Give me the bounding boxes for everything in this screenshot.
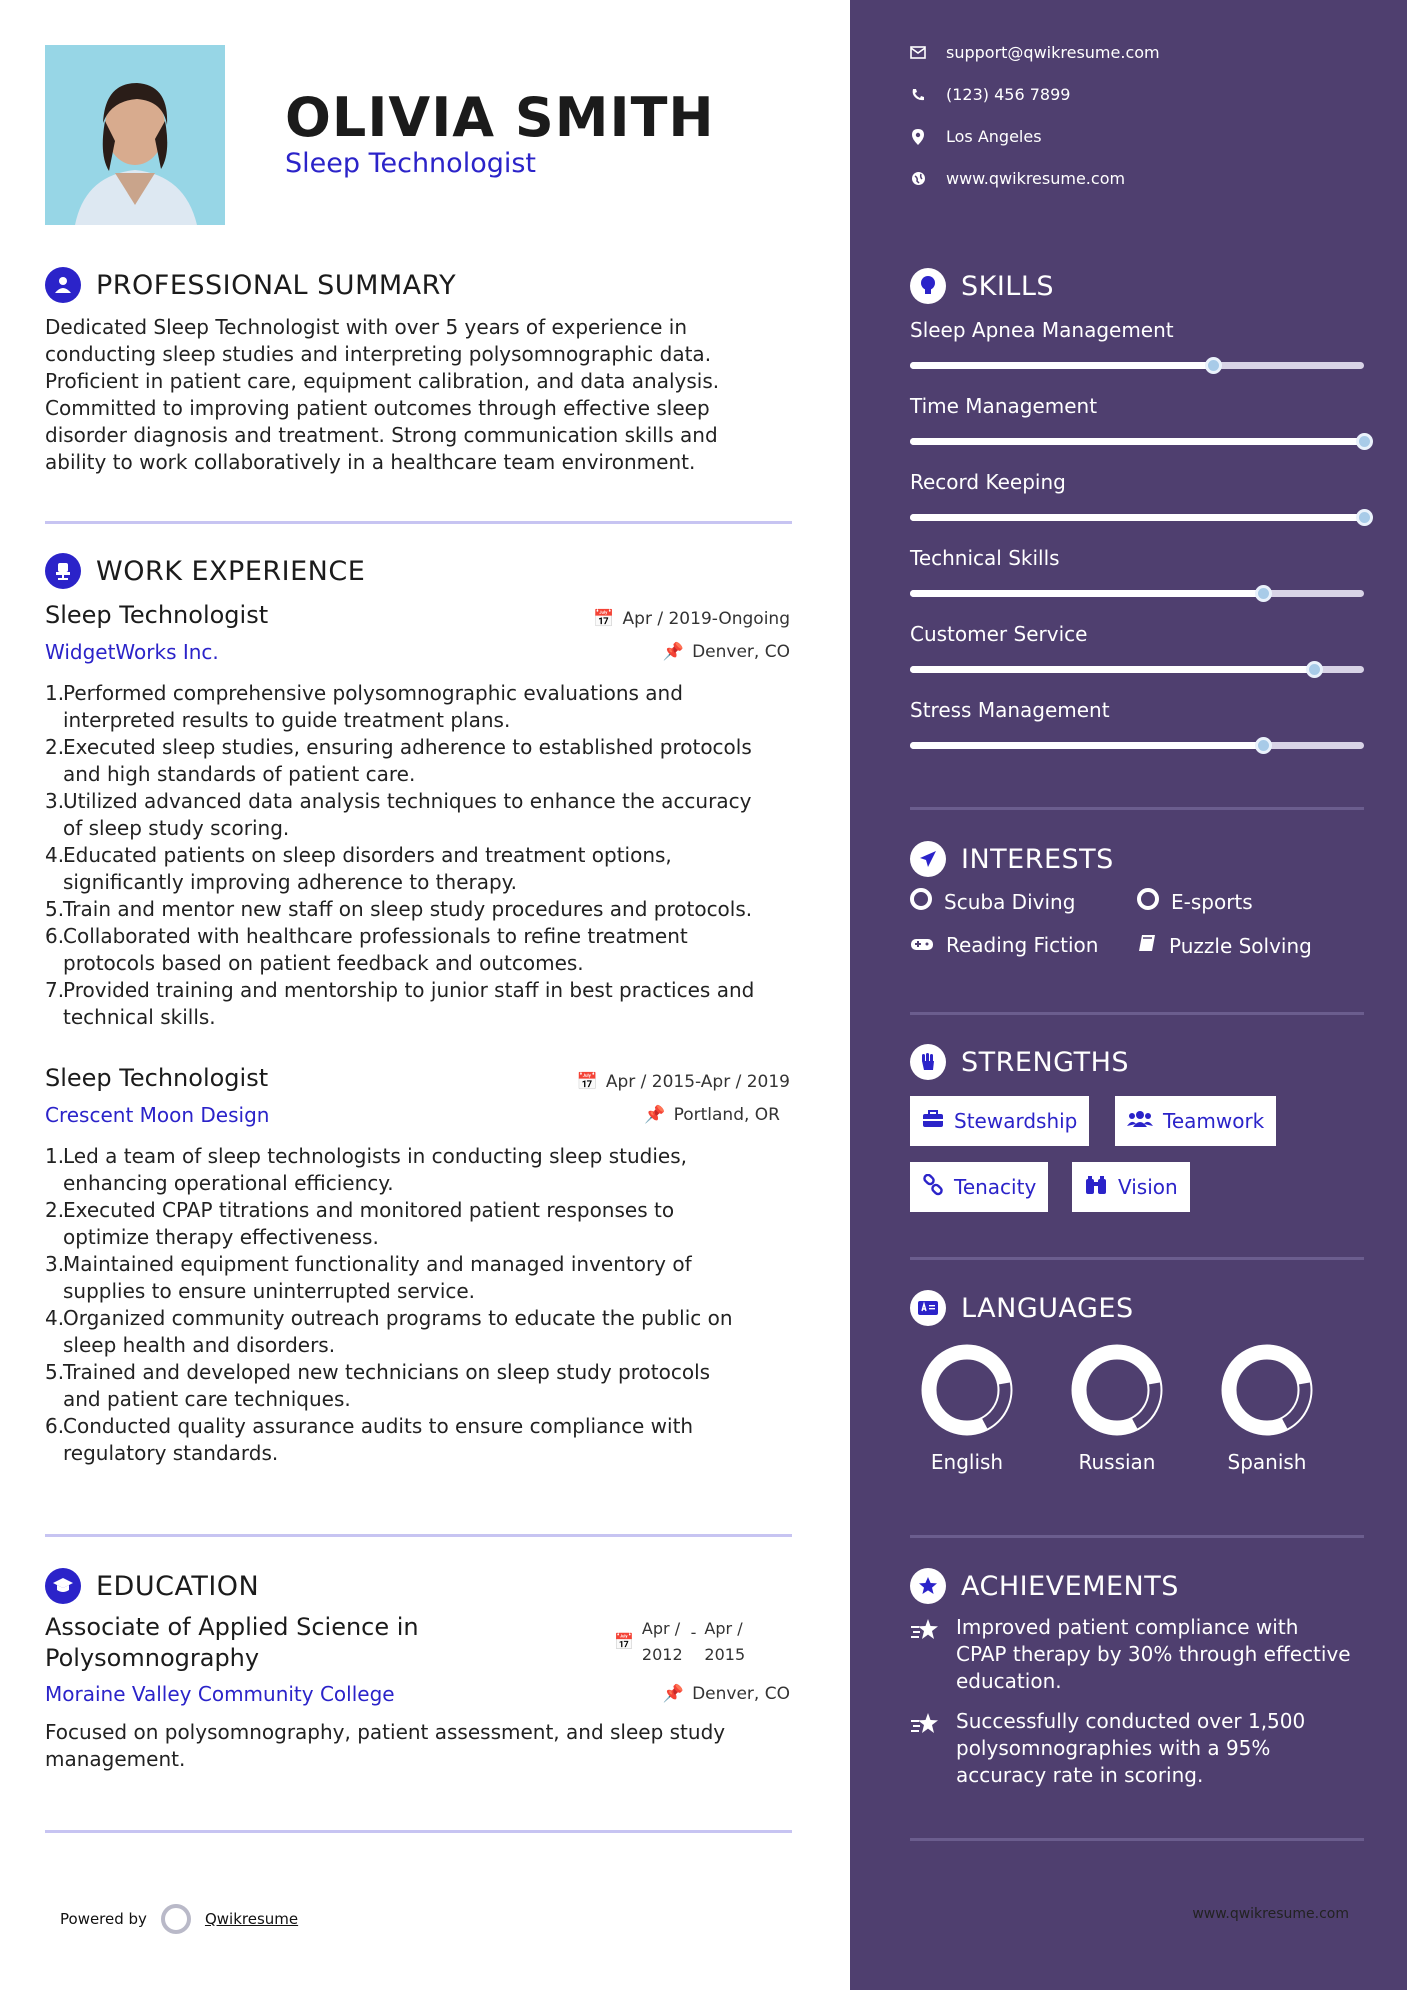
list-item: 2. Executed CPAP titrations and monitored patient responses to optimize therapy effectiveness. [45,1198,675,1249]
star-badge-icon [910,1568,946,1604]
list-item: 4. Organized community outreach programs to educate the public on sleep health and disorders. [45,1306,733,1357]
section-divider [45,1830,792,1833]
skill-label: Technical Skills [910,546,1060,570]
language-name: English [930,1450,1004,1474]
star-icon [910,1614,942,1695]
language-item [1057,1340,1177,1474]
language-name: Russian [1078,1450,1156,1474]
job-location [663,642,790,662]
list-item: 6. Collaborated with healthcare professionals to refine treatment protocols based on patient feedback and outcomes. [45,924,688,975]
job-bullets [45,1143,805,1467]
life-ring-icon [910,888,932,915]
skill-level-bar [910,742,1364,749]
education-dates: 📅 Apr / 2012 - Apr / 2015 [614,1616,745,1668]
skill-level-handle [1255,737,1272,754]
language-proficiency-ring [1217,1340,1317,1440]
list-item: 1. Led a team of sleep technologists in conducting sleep studies, enhancing operational efficiency. [45,1144,687,1195]
experience-title: WORK EXPERIENCE [96,555,366,587]
skill-level-handle [1205,357,1222,374]
pin-icon: 📌 [662,1684,685,1704]
company-name: Crescent Moon Design [45,1103,270,1127]
contact-phone[interactable]: (123) 456 7899 [910,85,1070,104]
skill-level-handle [1356,433,1373,450]
skill-level-bar [910,514,1364,521]
language-name: Spanish [1227,1450,1307,1474]
job-dates-text: Apr / 2019-Ongoing [622,609,790,629]
paper-plane-icon [910,841,946,877]
strength-badge: Vision [1072,1162,1190,1212]
section-divider [910,807,1364,810]
pin-icon: 📌 [644,1105,666,1125]
summary-line: conducting sleep studies and interpreting polysomnographic data. [45,342,712,366]
skill-label: Time Management [910,394,1098,418]
footer-site[interactable]: www.qwikresume.com [1192,1906,1349,1922]
candidate-name: OLIVIA SMITH [285,86,715,149]
language-icon [910,1290,946,1326]
calendar-icon: 📅 [593,609,615,629]
map-marker-icon [910,129,926,145]
degree-title: Associate of Applied Science in Polysomnography [45,1613,419,1672]
skill-level-fill [910,590,1263,597]
company-name: WidgetWorks Inc. [45,640,219,664]
list-item: 7. Provided training and mentorship to junior staff in best practices and technical skills. [45,978,755,1029]
strength-badge: Tenacity [910,1162,1048,1212]
qwikresume-logo-icon [161,1904,191,1934]
job-dates [577,1072,790,1092]
skill-level-handle [1306,661,1323,678]
briefcase-icon [922,1109,944,1133]
section-divider [910,1535,1364,1538]
list-item: 2. Executed sleep studies, ensuring adherence to established protocols and high standards of patient care. [45,735,752,786]
list-item: 3. Utilized advanced data analysis techniques to enhance the accuracy of sleep study scoring. [45,789,752,840]
strengths-heading [910,1044,1129,1080]
skills-title: SKILLS [961,270,1055,302]
skill-label: Stress Management [910,698,1110,722]
summary-line: Committed to improving patient outcomes through effective sleep [45,396,710,420]
link-icon [922,1174,944,1201]
section-divider [45,1534,792,1537]
language-item [907,1340,1027,1474]
interests-heading [910,841,1114,877]
achievements-title: ACHIEVEMENTS [961,1570,1179,1602]
gamepad-icon [910,933,934,957]
section-divider [910,1257,1364,1260]
interests-title: INTERESTS [961,843,1114,875]
achievement-item: Successfully conducted over 1,500 polysomnographies with a 95% accuracy rate in scoring. [910,1708,1370,1789]
job-bullets [45,680,805,1031]
powered-by-label: Powered by [60,1910,147,1928]
achievements-heading [910,1568,1179,1604]
calendar-icon: 📅 [576,1072,598,1092]
skill-level-fill [910,742,1263,749]
users-icon [1127,1109,1153,1133]
brand-link[interactable]: Qwikresume [204,1910,299,1928]
language-proficiency-ring [1067,1340,1167,1440]
job-title: Sleep Technologist [45,1064,269,1092]
summary-line: ability to work collaboratively in a healthcare team environment. [45,450,696,474]
sidebar [850,0,1407,1990]
skill-label: Customer Service [910,622,1088,646]
fist-icon [910,1044,946,1080]
experience-heading [45,553,365,589]
list-item: 6. Conducted quality assurance audits to ensure compliance with regulatory standards. [45,1414,694,1465]
contact-location: Los Angeles [910,127,1042,146]
list-item: 5. Trained and developed new technicians on sleep study protocols and patient care techniques. [45,1360,711,1411]
skill-level-fill [910,362,1213,369]
section-divider [45,521,792,524]
languages-title: LANGUAGES [961,1292,1134,1324]
life-ring-icon [1137,888,1159,915]
job-dates [593,609,790,629]
summary-line: Dedicated Sleep Technologist with over 5 years of experience in [45,315,687,339]
skill-level-fill [910,514,1364,521]
interest-item: E-sports [1137,888,1253,915]
summary-text [45,314,805,476]
binoculars-icon [1084,1175,1108,1200]
powered-by [60,1904,298,1934]
education-location: 📌 Denver, CO [662,1684,790,1704]
summary-line: disorder diagnosis and treatment. Strong communication skills and [45,423,718,447]
lightbulb-icon [910,268,946,304]
skill-label: Record Keeping [910,470,1066,494]
strengths-title: STRENGTHS [961,1046,1130,1078]
contact-website[interactable]: www.qwikresume.com [910,169,1125,188]
list-item: 5. Train and mentor new staff on sleep study procedures and protocols. [45,897,753,921]
envelope-icon [910,45,926,61]
chair-icon [45,553,81,589]
calendar-icon: 📅 [614,1632,634,1651]
strength-badge: Stewardship [910,1096,1089,1146]
pin-icon: 📌 [662,642,685,662]
candidate-title: Sleep Technologist [285,148,537,179]
summary-heading [45,267,456,303]
languages-heading [910,1290,1134,1326]
list-item: 3. Maintained equipment functionality and managed inventory of supplies to ensure uninterrupted service. [45,1252,692,1303]
list-item: 4. Educated patients on sleep disorders and treatment options, significantly improving adherence to therapy. [45,843,672,894]
job-location-text: Portland, OR [673,1105,780,1125]
education-heading [45,1568,259,1604]
job-location-text: Denver, CO [692,642,790,662]
strength-badge: Teamwork [1115,1096,1276,1146]
skill-level-handle [1356,509,1373,526]
skill-level-bar [910,362,1364,369]
education-title: EDUCATION [96,1570,260,1602]
star-icon [910,1708,942,1789]
interest-item: Scuba Diving [910,888,1075,915]
achievement-item: Improved patient compliance with CPAP therapy by 30% through effective education. [910,1614,1370,1695]
education-description: Focused on polysomnography, patient assessment, and sleep study management. [45,1720,726,1771]
user-icon [45,267,81,303]
language-item [1207,1340,1327,1474]
interest-item: Puzzle Solving [1137,933,1312,958]
profile-photo [45,45,225,225]
contact-email[interactable]: support@qwikresume.com [910,43,1160,62]
skill-label: Sleep Apnea Management [910,318,1174,342]
skill-level-handle [1255,585,1272,602]
school-name: Moraine Valley Community College [45,1682,395,1706]
summary-line: Proficient in patient care, equipment calibration, and data analysis. [45,369,720,393]
book-icon [1137,933,1157,958]
job-dates-text: Apr / 2015-Apr / 2019 [605,1072,790,1092]
section-divider [910,1012,1364,1015]
skill-level-bar [910,666,1364,673]
graduation-cap-icon [45,1568,81,1604]
skill-level-bar [910,590,1364,597]
language-proficiency-ring [917,1340,1017,1440]
job-title: Sleep Technologist [45,601,269,629]
globe-icon [910,171,926,187]
summary-title: PROFESSIONAL SUMMARY [96,269,457,301]
section-divider [910,1838,1364,1841]
job-location [644,1105,780,1125]
skill-level-fill [910,666,1314,673]
phone-icon [910,87,926,103]
interest-item: Reading Fiction [910,933,1098,957]
skill-level-fill [910,438,1364,445]
list-item: 1. Performed comprehensive polysomnographic evaluations and interpreted results to guide treatment plans. [45,681,683,732]
skill-level-bar [910,438,1364,445]
skills-heading [910,268,1054,304]
